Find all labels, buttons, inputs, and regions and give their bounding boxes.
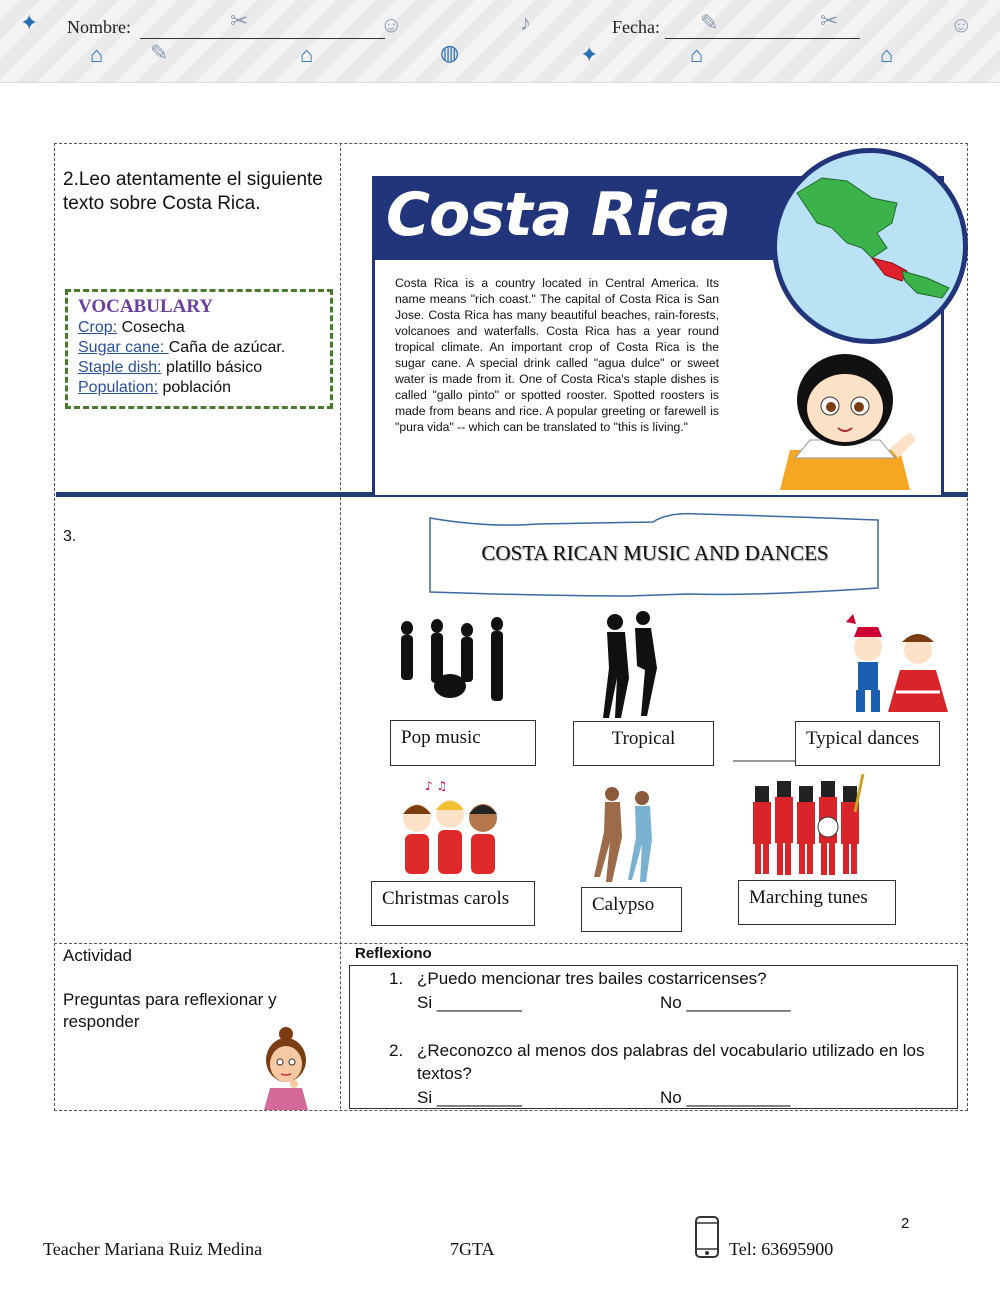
activity-label: Actividad [63,946,132,965]
section-number: 3. [63,528,77,545]
scissors-icon: ✂ [820,8,839,33]
vocab-item [78,318,320,338]
house-icon: ⌂ [880,42,894,67]
star-icon: ✦ [580,42,599,67]
house-icon: ⌂ [690,42,704,67]
svg-text:♪ ♫: ♪ ♫ [425,779,448,793]
column-divider [340,143,341,1109]
date-line[interactable] [665,38,860,39]
genre-label-calypso: Calypso [581,887,682,932]
marching-band-image [745,772,870,880]
vocabulary-box [65,289,333,409]
vocab-item [78,358,320,378]
header-doodle-banner [0,0,1000,83]
calypso-dancers-image [590,782,665,887]
vocab-item [78,338,320,358]
house-icon: ⌂ [300,42,314,67]
vocab-item [78,378,320,398]
carolers-image [395,778,505,878]
name-label: Nombre: [67,17,131,37]
vocab-translation: población [158,379,232,396]
person-icon: ☺ [380,12,403,37]
vocab-translation: platillo básico [161,359,263,376]
band-silhouette-image [392,608,512,708]
answer-yes-blank[interactable]: Si _________ [417,1088,522,1107]
vocab-term: Population: [78,379,159,396]
row-divider [54,943,968,944]
question-number: 2. [389,1041,404,1060]
phone-number: Tel: 63695900 [729,1239,834,1259]
central-america-map [772,148,968,344]
teacher-name: Teacher Mariana Ruiz Medina [43,1239,263,1259]
question-text: ¿Puedo mencionar tres bailes costarricenses? [417,969,767,988]
pencil-icon: ✎ [700,10,719,35]
star-icon: ✦ [20,10,39,35]
reading-title: Costa Rica [386,180,730,250]
date-label: Fecha: [612,17,660,37]
answer-yes-blank[interactable]: Si _________ [417,993,522,1012]
cartoon-girl-illustration [770,340,920,492]
dancing-couple-silhouette-image [595,608,665,718]
vocab-term: Sugar cane: [78,339,169,356]
globe-icon: ◍ [440,40,460,65]
vocab-term: Crop: [78,319,118,336]
music-title: COSTA RICAN MUSIC AND DANCES [481,541,829,565]
house-icon: ⌂ [90,42,104,67]
pencil-icon: ✎ [150,40,169,65]
question-text: ¿Reconozco al menos dos palabras del vocabulario utilizado en los textos? [417,1041,925,1083]
reading-text: Costa Rica is a country located in Central America. Its name means "rich coast." The capital of Costa Rica is San Jose. Costa Rica has many beautiful beaches, rain-forests, volcanoes and waterfalls. Costa Rica has a year round tropical climate. An important crop of Costa Rica is the sugar cane. A special drink called "agua dulce" or sweet water is made from it. One of Costa Rica's staple dishes is called "gallo pinto" or spotted rooster. Spotted roosters is made from beans and rice. A popular greeting or farewell is "pura vida" -- which can be translated to "this is living." [395,276,719,434]
typical-dancers-image [838,612,953,717]
genre-label-typical-dances: Typical dances [795,721,940,766]
instruction-text: 2.Leo atentamente el siguiente texto sobre Costa Rica. [63,169,323,214]
reflection-title: Reflexiono [355,945,432,962]
genre-label-pop: Pop music [390,720,536,766]
vocab-translation: Caña de azúcar. [168,339,286,356]
page-number: 2 [901,1215,910,1232]
genre-label-christmas-carols: Christmas carols [371,881,535,926]
answer-no-blank[interactable]: No ___________ [660,993,791,1012]
question-number: 1. [389,969,404,988]
music-icon: ♪ [520,10,531,35]
thinking-girl-illustration [258,1026,314,1110]
vocab-translation: Cosecha [117,319,185,336]
phone-icon [694,1215,720,1259]
person-icon: ☺ [950,12,973,37]
answer-no-blank[interactable]: No ___________ [660,1088,791,1107]
vocabulary-title: VOCABULARY [78,296,214,317]
name-line[interactable] [140,38,385,39]
genre-label-marching-tunes: Marching tunes [738,880,896,925]
scissors-icon: ✂ [230,8,249,33]
group-code: 7GTA [450,1239,495,1259]
vocab-term: Staple dish: [78,359,162,376]
questions-label: Preguntas para reflexionar y responder [63,990,277,1031]
decorative-line [733,760,795,762]
genre-label-tropical: Tropical [573,721,714,766]
